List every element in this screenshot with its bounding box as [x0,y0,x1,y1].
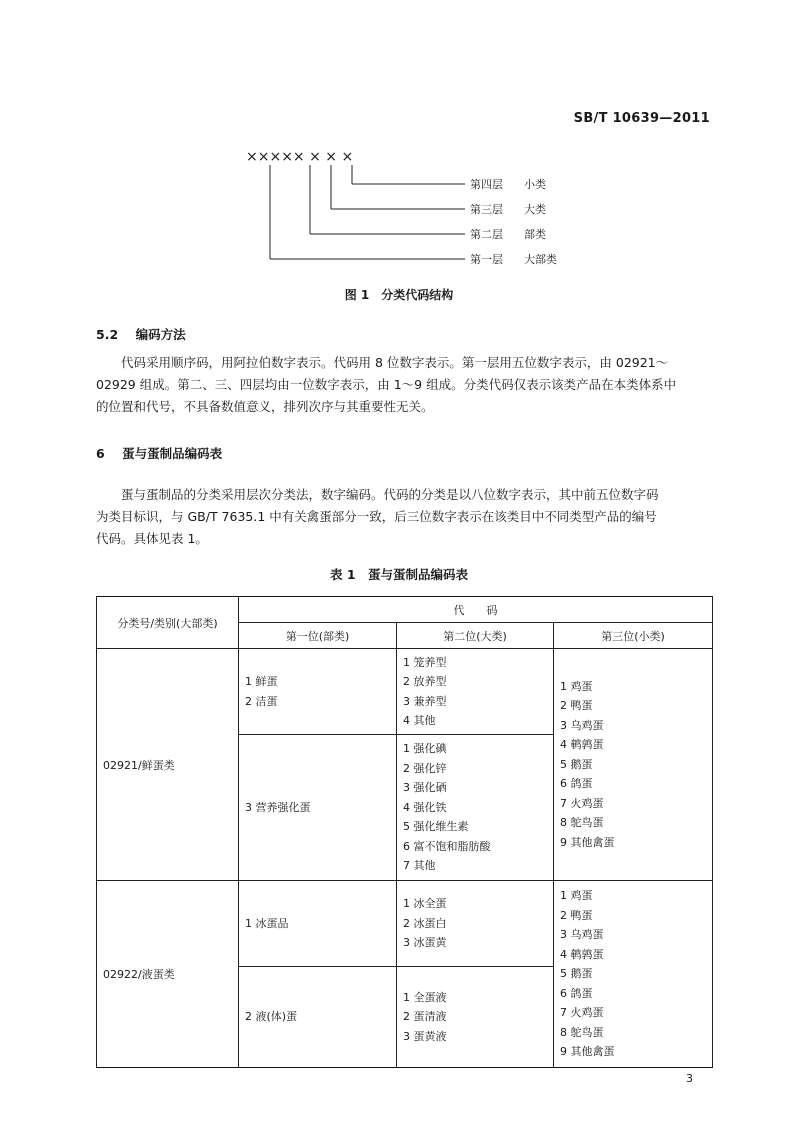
list-item: 3 冰蛋黄 [403,936,447,950]
second-digit-cell [397,967,554,1068]
list-item: 3 兼养型 [403,694,447,708]
list-item: 8 鸵鸟蛋 [560,1025,604,1039]
list-item: 2 液(体)蛋 [245,1010,298,1024]
code-pattern: ××××× × × × [246,149,354,165]
list-item: 4 鹌鹑蛋 [560,738,604,752]
header-category: 分类号/类别(大部类) [97,597,239,649]
section-title: 编码方法 [135,327,186,342]
list-item: 1 冰全蛋 [403,897,447,911]
list-item: 3 乌鸡蛋 [560,718,604,732]
list-item: 1 鲜蛋 [245,675,278,688]
paragraph-line: 的位置和代号，不具备数值意义，排列次序与其重要性无关。 [96,399,434,414]
list-item: 7 其他 [403,859,436,873]
list-item: 1 冰蛋品 [245,916,289,930]
list-item: 2 蛋清液 [403,1010,447,1024]
second-digit-cell [397,735,554,881]
code-structure-diagram [0,0,798,310]
list-item: 1 强化碘 [403,742,447,756]
paragraph-line: 蛋与蛋制品的分类采用层次分类法，数字编码。代码的分类是以八位数字表示，其中前五位数字码 [121,487,659,502]
list-item: 8 鸵鸟蛋 [560,816,604,830]
standard-code: SB/T 10639—2011 [573,111,710,126]
list-item: 5 鹅蛋 [560,967,593,981]
first-digit-cell [239,881,397,967]
list-item: 2 强化锌 [403,761,447,775]
table-row [97,881,713,967]
layer-4-name: 第四层 [470,178,503,191]
list-item: 2 放养型 [403,675,447,688]
list-item: 9 其他禽蛋 [560,835,615,849]
egg-product-code-table [96,596,713,1068]
section-title: 蛋与蛋制品编码表 [122,446,223,461]
list-item: 3 乌鸡蛋 [560,928,604,942]
list-item: 4 其他 [403,714,436,727]
list-item: 2 冰蛋白 [403,916,447,930]
second-digit-cell [397,881,554,967]
header-third-digit: 第三位(小类) [554,623,713,649]
section-5-2-heading [96,325,186,343]
layer-3-name: 第三层 [470,203,503,216]
list-item: 2 洁蛋 [245,694,278,708]
section-number: 5.2 [96,327,119,342]
list-item: 4 强化铁 [403,800,447,814]
list-item: 9 其他禽蛋 [560,1045,615,1059]
list-item: 3 营养强化蛋 [245,800,311,814]
table-header-row [97,597,713,623]
layer-1-name: 第一层 [470,253,503,266]
list-item: 6 鸽蛋 [560,777,593,791]
list-item: 3 强化硒 [403,781,447,795]
section-6-heading [96,444,222,462]
first-digit-cell [239,649,397,735]
layer-2-type: 部类 [524,228,546,241]
paragraph-line: 为类目标识，与 GB/T 7635.1 中有关禽蛋部分一致，后三位数字表示在该类目中不同类型产品的编号 [96,509,657,524]
list-item: 2 鸭蛋 [560,699,593,713]
list-item: 1 全蛋液 [403,990,447,1004]
table-title: 表 1 蛋与蛋制品编码表 [329,567,469,582]
list-item: 1 鸡蛋 [560,889,593,903]
header-first-digit: 第一位(部类) [239,623,397,649]
list-item: 1 笼养型 [403,655,447,669]
paragraph-line: 02929 组成。第二、三、四层均由一位数字表示，由 1～9 组成。分类代码仅表示该类产品在本类体系中 [96,377,677,392]
layer-2-name: 第二层 [470,228,503,241]
list-item: 3 蛋黄液 [403,1029,447,1043]
list-item: 1 鸡蛋 [560,679,593,693]
list-item: 6 富不饱和脂肪酸 [403,839,491,853]
list-item: 7 火鸡蛋 [560,1006,604,1020]
list-item: 5 鹅蛋 [560,757,593,771]
layer-1-type: 大部类 [524,253,557,266]
figure-caption: 图 1 分类代码结构 [344,288,454,302]
category-cell: 02922/液蛋类 [97,881,239,1068]
list-item: 6 鸽蛋 [560,986,593,1000]
second-digit-cell [397,649,554,735]
first-digit-cell [239,735,397,881]
section-6-body [96,484,716,550]
layer-3-type: 大类 [524,203,546,216]
third-digit-cell [554,881,713,1068]
paragraph-line: 代码。具体见表 1。 [96,531,208,546]
page-number: 3 [686,1072,693,1085]
list-item: 2 鸭蛋 [560,908,593,922]
header-code: 代 码 [239,597,713,623]
category-cell: 02921/鲜蛋类 [97,649,239,881]
list-item: 4 鹌鹑蛋 [560,947,604,961]
first-digit-cell [239,967,397,1068]
header-second-digit: 第二位(大类) [397,623,554,649]
section-5-2-body [96,352,716,418]
paragraph-line: 代码采用顺序码，用阿拉伯数字表示。代码用 8 位数字表示。第一层用五位数字表示，由 02921～ [121,355,669,370]
third-digit-cell [554,649,713,881]
section-number: 6 [96,446,105,461]
layer-4-type: 小类 [524,178,546,191]
table-row [97,649,713,735]
list-item: 7 火鸡蛋 [560,796,604,810]
list-item: 5 强化维生素 [403,820,469,834]
